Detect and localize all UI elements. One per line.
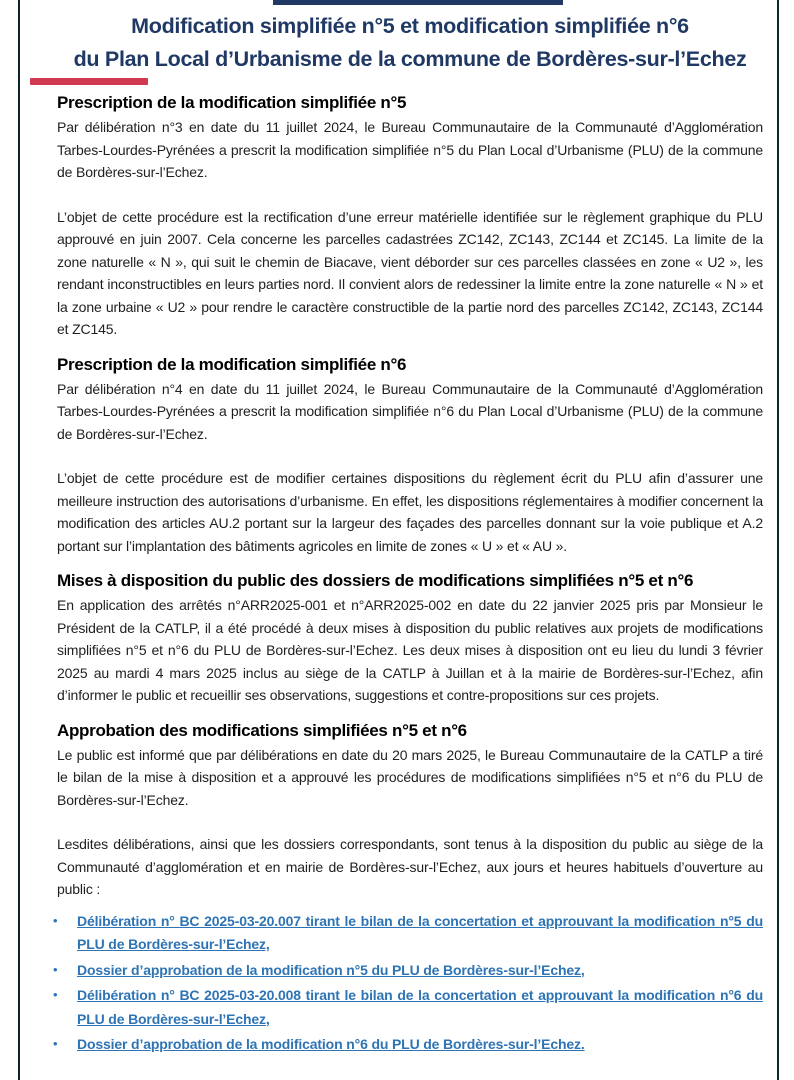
paragraph: Le public est informé que par délibérations en date du 20 mars 2025, le Bureau Communautaire de la CATLP a tiré le bilan de la mise à disposition et a approuvé les procédures de modifications simplifiées n°5 et n°6 du PLU de Bordères-sur-l’Echez.: [57, 746, 763, 808]
link-deliberation-bc-2025-03-20-008[interactable]: Délibération n° BC 2025-03-20.008 tirant le bilan de la concertation et approuvant la modification n°6 du PLU de Bordères-sur-l’Echez,: [77, 987, 763, 1027]
section-heading-prescription-n6: Prescription de la modification simplifiée n°6: [57, 354, 407, 374]
paragraph: L’objet de cette procédure est de modifier certaines dispositions du règlement écrit du PLU afin d’assurer une meilleure instruction des autorisations d’urbanisme. En effet, les dispositions réglementaires à modifier concernent la modification des articles AU.2 portant sur la largeur des façades des parcelles donnant sur la voie publique et A.2 portant sur l’implantation des bâtiments agricoles en limite de zones « U » et « AU ».: [57, 470, 763, 554]
title-line-2: du Plan Local d’Urbanisme de la commune de Bordères-sur-l’Echez: [73, 47, 747, 71]
bullet-icon: •: [53, 961, 58, 977]
bullet-icon: •: [53, 1036, 58, 1051]
document-body: [53, 92, 763, 1057]
document-header: [57, 10, 763, 76]
cropped-header-bar: [273, 0, 563, 5]
list-item: [53, 984, 763, 1031]
document-title: [57, 10, 763, 76]
paragraph: L’objet de cette procédure est la rectification d’une erreur matérielle identifiée sur le règlement graphique du PLU approuvé en juin 2007. Cela concerne les parcelles cadastrées ZC142, ZC143, ZC144 et ZC145. La limite de la zone naturelle « N », qui suit le chemin de Biacave, vient déborder sur ces parcelles classées en zone « U2 », les rendant inconstructibles en leurs parties nord. Il convient alors de redessiner la limite entre la zone naturelle « N » et la zone urbaine « U2 » pour rendre le caractère constructible de la partie nord des parcelles ZC142, ZC143, ZC144 et ZC145.: [57, 208, 763, 337]
link-deliberation-bc-2025-03-20-007[interactable]: Délibération n° BC 2025-03-20.007 tirant le bilan de la concertation et approuvant la modification n°5 du PLU de Bordères-sur-l’Echez,: [77, 912, 763, 952]
section-prescription-n6: [57, 354, 763, 558]
list-item: [53, 910, 763, 957]
paragraph: Par délibération n°3 en date du 11 juillet 2024, le Bureau Communautaire de la Communauté d’Agglomération Tarbes-Lourdes-Pyrénées a prescrit la modification simplifiée n°5 du Plan Local d’Urbanisme (PLU) de la commune de Bordères-sur-l’Echez.: [57, 119, 763, 180]
list-item: [53, 1033, 763, 1057]
section-prescription-n5: [57, 92, 763, 341]
paragraph: Par délibération n°4 en date du 11 juillet 2024, le Bureau Communautaire de la Communauté d’Agglomération Tarbes-Lourdes-Pyrénées a prescrit la modification simplifiée n°6 du Plan Local d’Urbanisme (PLU) de la commune de Bordères-sur-l’Echez.: [57, 380, 763, 442]
link-dossier-approbation-n6[interactable]: Dossier d’approbation de la modification n°6 du PLU de Bordères-sur-l’Echez.: [77, 1036, 585, 1052]
bullet-icon: •: [53, 912, 58, 928]
title-line-1: Modification simplifiée n°5 et modification simplifiée n°6: [131, 14, 689, 38]
section-mises-a-disposition: [57, 570, 763, 707]
paragraph: En application des arrêtés n°ARR2025-001 et n°ARR2025-002 en date du 22 janvier 2025 pris par Monsieur le Président de la CATLP, il a été procédé à deux mises à disposition du public relatives aux projets de modifications simplifiées n°5 et n°6 du PLU de Bordères-sur-l’Echez. Les deux mises à disposition ont eu lieu du lundi 3 février 2025 au mardi 4 mars 2025 inclus au siège de la CATLP à Juillan et à la mairie de Bordères-sur-l’Echez, afin d’informer le public et recueillir ses observations, suggestions et contre-propositions sur ces projets.: [57, 597, 763, 703]
section-heading-prescription-n5: Prescription de la modification simplifiée n°5: [57, 93, 407, 112]
paragraph: Lesdites délibérations, ainsi que les dossiers correspondants, sont tenus à la disposition du public au siège de la Communauté d’agglomération et en mairie de Bordères-sur-l’Echez, aux jours et heures habituels d’ouverture au public :: [57, 836, 763, 897]
list-item: [53, 959, 763, 983]
document-content: [53, 10, 763, 1059]
link-dossier-approbation-n5[interactable]: Dossier d’approbation de la modification n°5 du PLU de Bordères-sur-l’Echez,: [77, 961, 585, 978]
related-documents-list: [53, 910, 763, 1057]
section-heading-mises-a-disposition: Mises à disposition du public des dossiers de modifications simplifiées n°5 et n°6: [57, 571, 694, 590]
section-approbation: [57, 720, 763, 901]
section-heading-approbation: Approbation des modifications simplifiées n°5 et n°6: [57, 720, 467, 740]
bullet-icon: •: [53, 987, 58, 1002]
